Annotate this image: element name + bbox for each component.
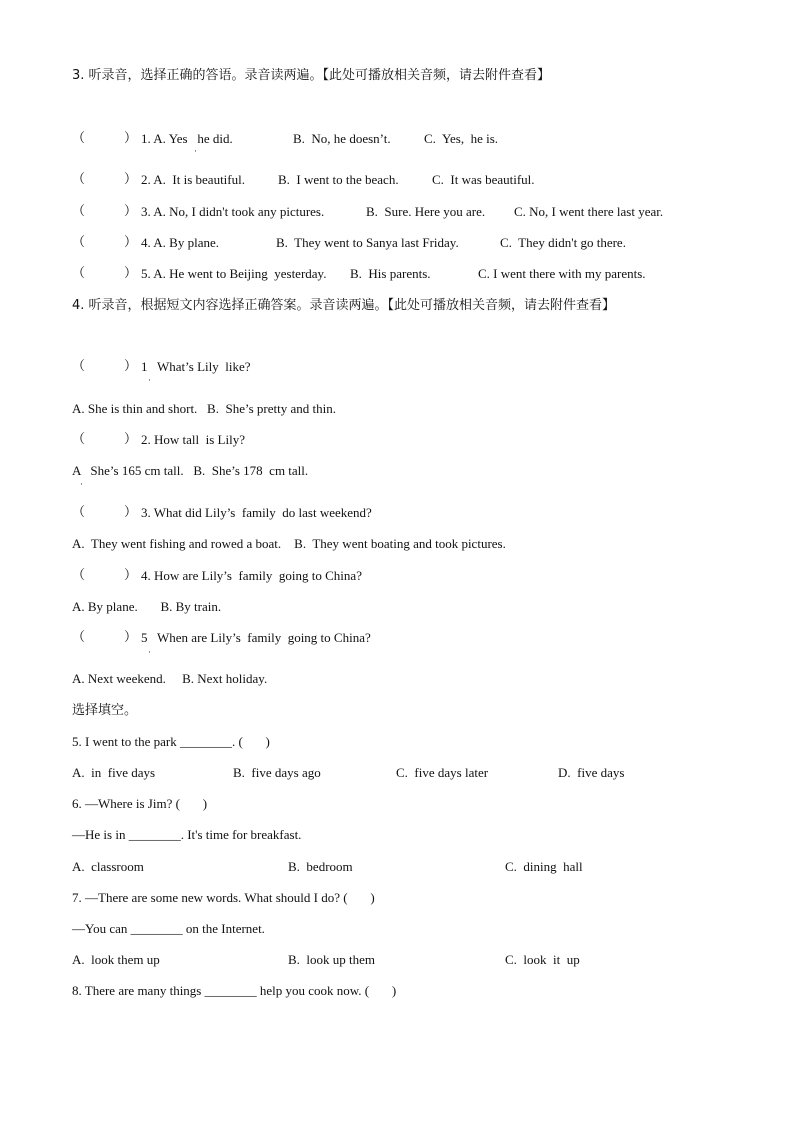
q6-option-b: B. bedroom: [288, 859, 353, 874]
q3-item3-option-b: B. Sure. Here you are.: [366, 204, 486, 219]
q3-item3-option-a: 3. A. No, I didn't took any pictures.: [141, 204, 325, 219]
q4-item5-paren: （ ）: [72, 630, 138, 645]
stray-dot-mark: ·: [80, 479, 83, 489]
q4-item2-options: A She’s 165 cm tall. B. She’s 178 cm tall.: [72, 463, 309, 478]
q4-item4-paren: （ ）: [72, 568, 138, 583]
q3-item1-option-a: 1. A. Yes he did.: [141, 131, 233, 146]
q4-item1-paren: （ ）: [72, 359, 138, 374]
q7-reply: —You can ________ on the Internet.: [72, 921, 265, 936]
q4-item1-question: 1 What’s Lily like?: [141, 359, 251, 374]
q3-item5-option-b: B. His parents.: [350, 266, 431, 281]
q4-item4-options: A. By plane. B. By train.: [72, 599, 222, 614]
q3-item1-paren: （ ）: [72, 131, 138, 146]
stray-dot-mark: ·: [194, 146, 197, 156]
q4-item5-options: A. Next weekend. B. Next holiday.: [72, 671, 268, 686]
q4-item2-question: 2. How tall is Lily?: [141, 432, 245, 447]
q4-title: 4. 听录音，根据短文内容选择正确答案。录音读两遍。【此处可播放相关音频，请去附件查看】: [72, 298, 616, 313]
q3-item5-option-c: C. I went there with my parents.: [478, 266, 646, 281]
stray-dot-mark: ·: [148, 647, 151, 657]
q7-stem: 7. —There are some new words. What should I do? ( ): [72, 890, 375, 905]
q3-item4-option-c: C. They didn't go there.: [500, 235, 626, 250]
q4-item3-paren: （ ）: [72, 505, 138, 520]
q4-item2-paren: （ ）: [72, 432, 138, 447]
q4-item4-question: 4. How are Lily’s family going to China?: [141, 568, 362, 583]
q3-item2-option-b: B. I went to the beach.: [278, 172, 399, 187]
q3-item1-option-c: C. Yes, he is.: [424, 131, 499, 146]
q5-option-b: B. five days ago: [233, 765, 321, 780]
q3-item2-option-c: C. It was beautiful.: [432, 172, 535, 187]
q3-item3-option-c: C. No, I went there last year.: [514, 204, 664, 219]
q3-item5-option-a: 5. A. He went to Beijing yesterday.: [141, 266, 327, 281]
q5-option-a: A. in five days: [72, 765, 156, 780]
q3-item4-paren: （ ）: [72, 235, 138, 250]
q6-reply: —He is in ________. It's time for breakfast.: [72, 827, 302, 842]
q3-title: 3. 听录音，选择正确的答语。录音读两遍。【此处可播放相关音频，请去附件查看】: [72, 68, 551, 83]
q3-item2-paren: （ ）: [72, 172, 138, 187]
q4-item3-options: A. They went fishing and rowed a boat. B. They went boating and took pictures.: [72, 536, 506, 551]
q3-item2-option-a: 2. A. It is beautiful.: [141, 172, 245, 187]
q7-option-c: C. look it up: [505, 952, 580, 967]
q6-stem: 6. —Where is Jim? ( ): [72, 796, 208, 811]
q5-stem: 5. I went to the park ________. ( ): [72, 734, 270, 749]
q5-option-d: D. five days: [558, 765, 625, 780]
q4-item3-question: 3. What did Lily’s family do last weekend?: [141, 505, 372, 520]
q3-item4-option-a: 4. A. By plane.: [141, 235, 219, 250]
q8-stem: 8. There are many things ________ help you cook now. ( ): [72, 983, 397, 998]
q3-item5-paren: （ ）: [72, 266, 138, 281]
q6-option-c: C. dining hall: [505, 859, 583, 874]
q4-item5-question: 5 When are Lily’s family going to China?: [141, 630, 371, 645]
q5-option-c: C. five days later: [396, 765, 489, 780]
q3-item1-option-b: B. No, he doesn’t.: [293, 131, 391, 146]
q4-item1-options: A. She is thin and short. B. She’s pretty and thin.: [72, 401, 336, 416]
q6-option-a: A. classroom: [72, 859, 144, 874]
q7-option-a: A. look them up: [72, 952, 160, 967]
q3-item3-paren: （ ）: [72, 204, 138, 219]
section-title: 选择填空。: [72, 703, 138, 718]
q3-item4-option-b: B. They went to Sanya last Friday.: [276, 235, 459, 250]
stray-dot-mark: ·: [148, 375, 151, 385]
q7-option-b: B. look up them: [288, 952, 376, 967]
